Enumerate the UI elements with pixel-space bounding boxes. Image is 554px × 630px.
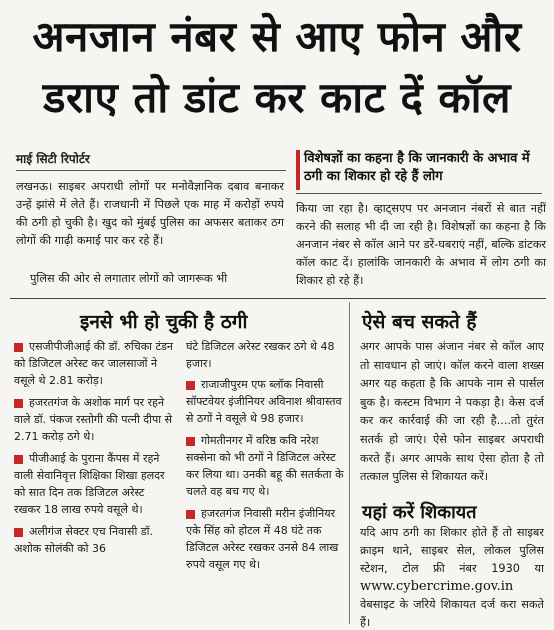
fraud-case-item — [186, 505, 344, 573]
bullet-square-icon — [14, 399, 23, 408]
pullquote: विशेषज्ञों का कहना है कि जानकारी के अभाव में ठगी का शिकार हो रहे हैं लोग — [304, 151, 530, 184]
right-box-title: ऐसे बच सकते हैं — [362, 311, 477, 333]
pullquote-rule — [296, 193, 542, 194]
left-box-col2-intro: घंटे डिजिटल अरेस्ट रखकर ठगे थे 48 हजार। — [186, 340, 335, 370]
byline: माई सिटी रिपोर्टर — [16, 152, 90, 166]
complaint-text-a: यदि आप ठगी का शिकार होते हैं तो साइबर क्राइम थाने, साइबर सेल, लोकल पुलिस स्टेशन, टोल फ्री नंबर 1930 या — [360, 526, 544, 575]
fraud-case-text: एसजीपीजीआई की डॉ. रुचिका टंडन को डिजिटल अरेस्ट कर जालसाजों ने वसूले थे 2.81 करोड़। — [14, 340, 174, 387]
headline-line-1: अनजान नंबर से आए फोन और — [32, 12, 522, 61]
left-box-title: इनसे भी हो चुकी है ठगी — [80, 311, 248, 333]
bullet-square-icon — [186, 437, 195, 446]
fraud-case-item — [14, 338, 174, 389]
lead-text-col1-para2: पुलिस की ओर से लगातार लोगों को जागरूक भी — [30, 272, 228, 285]
fraud-case-item — [186, 376, 344, 427]
bullet-square-icon — [14, 343, 23, 352]
bullet-square-icon — [14, 455, 23, 464]
bullet-square-icon — [186, 510, 195, 519]
pullquote-accent-bar — [296, 150, 300, 190]
lead-text-col2: किया जा रहा है। व्हाट्सएप पर अनजान नंबरों से बात नहीं करने की सलाह भी दी जा रही है। विशेषज्ञों का कहना है कि अनजान नंबर से कॉल आने पर डरें-घबराएं नहीं, बल्कि डांटकर कॉल काट दें। हालांकि जानकारी के अभाव में लोग ठगी का शिकार हो रहे हैं। — [296, 202, 546, 287]
section-divider — [10, 298, 546, 299]
complaint-text-b: वेबसाइट के जरिये शिकायत दर्ज करा सकते हैं। — [360, 598, 544, 629]
lead-text-col1: लखनऊ। साइबर अपराधी लोगों पर मनोवैज्ञानिक दबाव बनाकर उन्हें झांसे में लेते हैं। राजधानी में पिछले एक माह में करोड़ों रुपये की ठगी हो चुकी है। खुद को मुंबई पुलिस का अफसर बताकर ठग लोगों की गाढ़ी कमाई पार कर रहे हैं। — [16, 180, 284, 247]
complaint-text — [360, 524, 544, 630]
fraud-case-item — [14, 394, 174, 445]
cybercrime-url-link[interactable]: www.cybercrime.gov.in — [360, 579, 514, 594]
fraud-case-text: अलीगंज सेक्टर एच निवासी डॉ. अशोक सोलंकी को 36 — [14, 525, 154, 555]
left-box-col1 — [14, 338, 174, 562]
fraud-case-text: गोमतीनगर में वरिष्ठ कवि नरेश सक्सेना को भी ठगों ने डिजिटल अरेस्ट कर लिया था। उनकी बहू की सतर्कता के चलते वह बच गए थे। — [186, 434, 344, 498]
right-box-text: अगर आपके पास अंजान नंबर से कॉल आए तो सावधान हो जाएं। कॉल करने वाला शख्स अगर यह कहता है कि आपके नाम से पार्सल बुक है। कस्टम विभाग ने पकड़ा है। केस दर्ज कर कर कार्रवाई की जा रही है....तो तुरंत सतर्क हो जाएं। ऐसे फोन साइबर अपराधी करते हैं। अगर आपके साथ ऐसा होता है तो तत्काल पुलिस से शिकायत करें। — [360, 340, 544, 484]
complaint-title: यहां करें शिकायत — [362, 502, 477, 523]
headline-line-2: डराए तो डांट कर काट दें कॉल — [43, 73, 511, 122]
fraud-case-item — [186, 432, 344, 500]
fraud-case-item — [14, 450, 174, 518]
box-divider — [349, 302, 350, 624]
fraud-case-text: राजाजीपुरम एफ ब्लॉक निवासी सॉफ्टवेयर इंजीनियर अविनाश श्रीवास्तव से ठगों ने वसूले थे 98 हजार। — [186, 378, 342, 425]
fraud-case-text: हजरतगंज के अशोक मार्ग पर रहने वाले डॉ. पंकज रस्तोगी की पत्नी दीपा से 2.71 करोड़ ठगे थे। — [14, 396, 173, 443]
fraud-case-text: हजरतगंज निवासी मरीन इंजीनियर एके सिंह को होटल में 48 घंटे तक डिजिटल अरेस्ट रखकर उनसे 84 लाख रुपये वसूल गए थे। — [186, 507, 339, 571]
bullet-square-icon — [14, 528, 23, 537]
fraud-case-item — [14, 523, 174, 557]
fraud-case-text: पीजीआई के पुराना कैंपस में रहने वाली सेवानिवृत्त शिक्षिका शिखा हलदर को सात दिन तक डिजिटल अरेस्ट रखकर 18 लाख रुपये वसूले थे। — [14, 452, 165, 516]
byline-rule — [16, 170, 286, 171]
left-box-col2 — [186, 338, 344, 578]
bullet-square-icon — [186, 381, 195, 390]
